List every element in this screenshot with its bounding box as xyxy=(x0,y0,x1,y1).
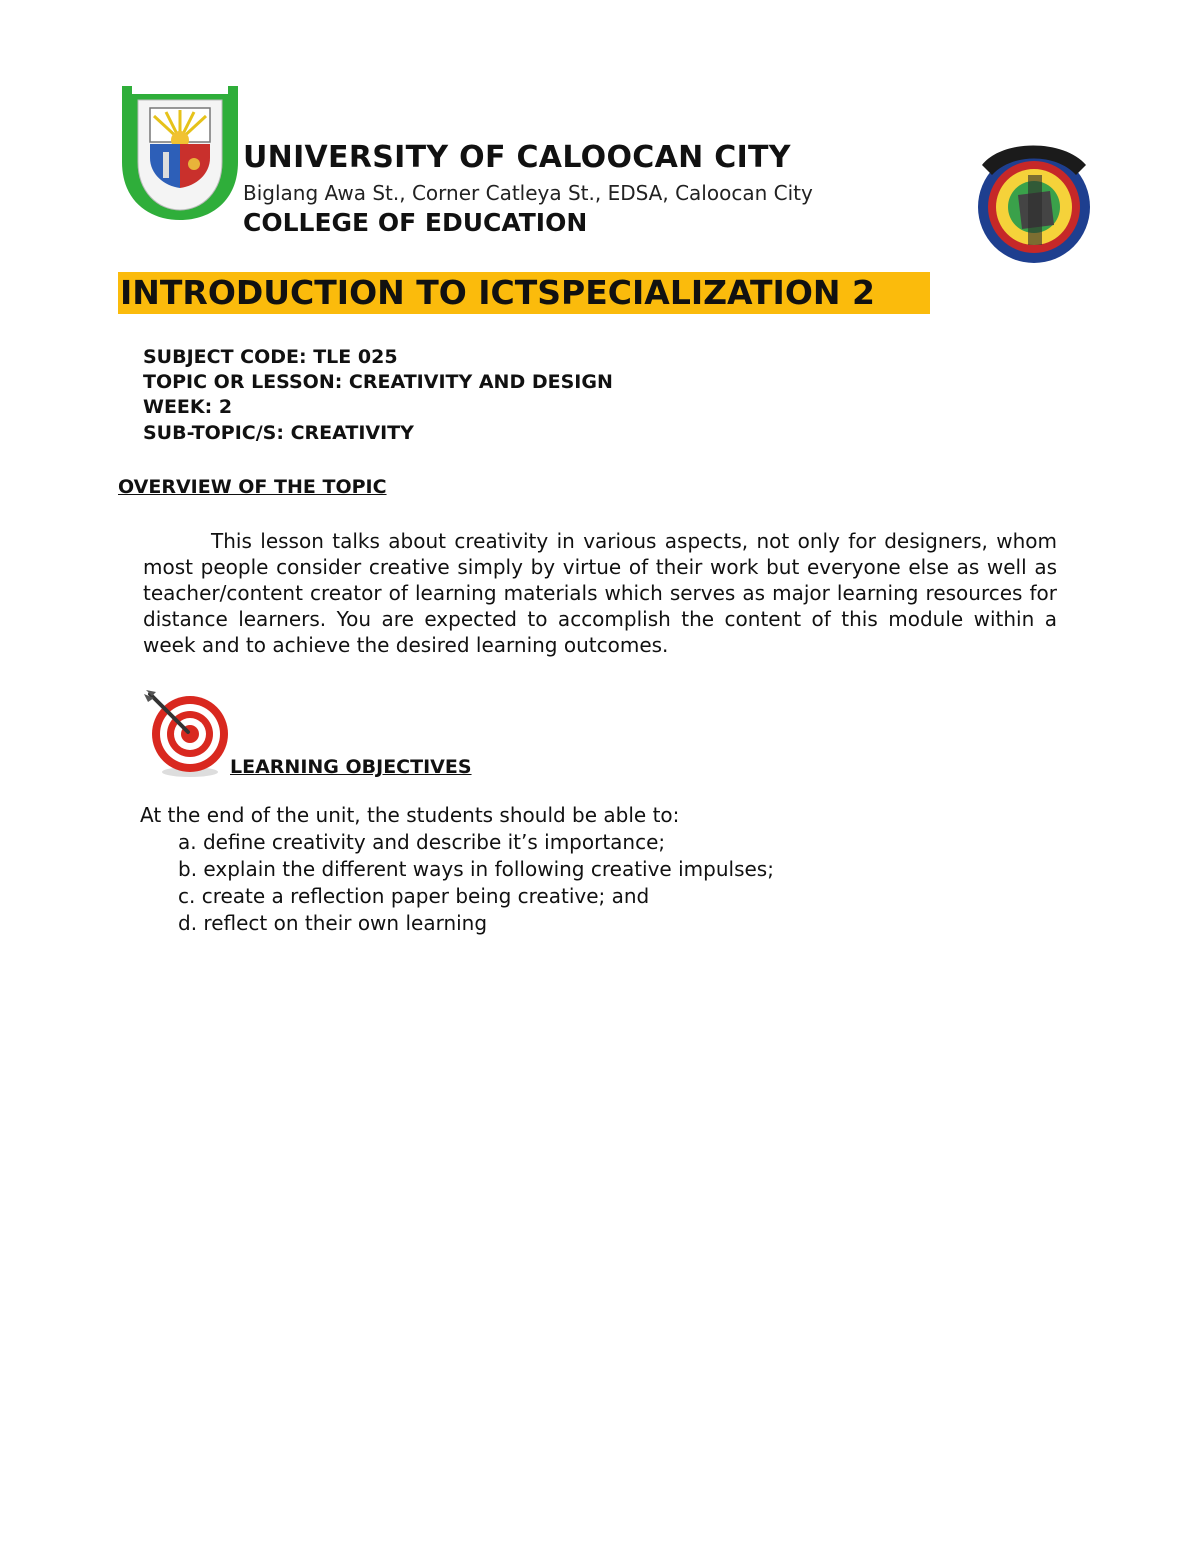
objective-item: b. explain the different ways in following creative impulses; xyxy=(178,857,774,881)
objective-item: d. reflect on their own learning xyxy=(178,911,488,935)
course-title: INTRODUCTION TO ICTSPECIALIZATION 2 xyxy=(118,272,930,314)
sub-topic: SUB-TOPIC/S: CREATIVITY xyxy=(143,422,414,444)
university-name: UNIVERSITY OF CALOOCAN CITY xyxy=(243,140,791,175)
objectives-intro: At the end of the unit, the students should be able to: xyxy=(140,803,680,827)
week: WEEK: 2 xyxy=(143,396,233,418)
college-education-logo xyxy=(972,135,1094,269)
objectives-list xyxy=(178,829,774,937)
topic-lesson: TOPIC OR LESSON: CREATIVITY AND DESIGN xyxy=(143,371,613,393)
subject-code: SUBJECT CODE: TLE 025 xyxy=(143,346,398,368)
objective-item: c. create a reflection paper being creative; and xyxy=(178,884,650,908)
objectives-heading: LEARNING OBJECTIVES xyxy=(230,756,472,778)
overview-body: This lesson talks about creativity in various aspects, not only for designers, whom most people consider creative simply by virtue of their work but everyone else as well as teacher/content creator of learning materials which serves as major learning resources for distance learners. You are expected to accomplish the content of this module within a week and to achieve the desired learning outcomes. xyxy=(143,529,1057,657)
university-address: Biglang Awa St., Corner Catleya St., EDSA, Caloocan City xyxy=(243,181,813,205)
objective-item: a. define creativity and describe it’s importance; xyxy=(178,830,666,854)
college-name: COLLEGE OF EDUCATION xyxy=(243,208,588,237)
university-seal-logo xyxy=(118,82,242,224)
target-dart-icon xyxy=(140,686,232,778)
overview-heading: OVERVIEW OF THE TOPIC xyxy=(118,476,387,498)
